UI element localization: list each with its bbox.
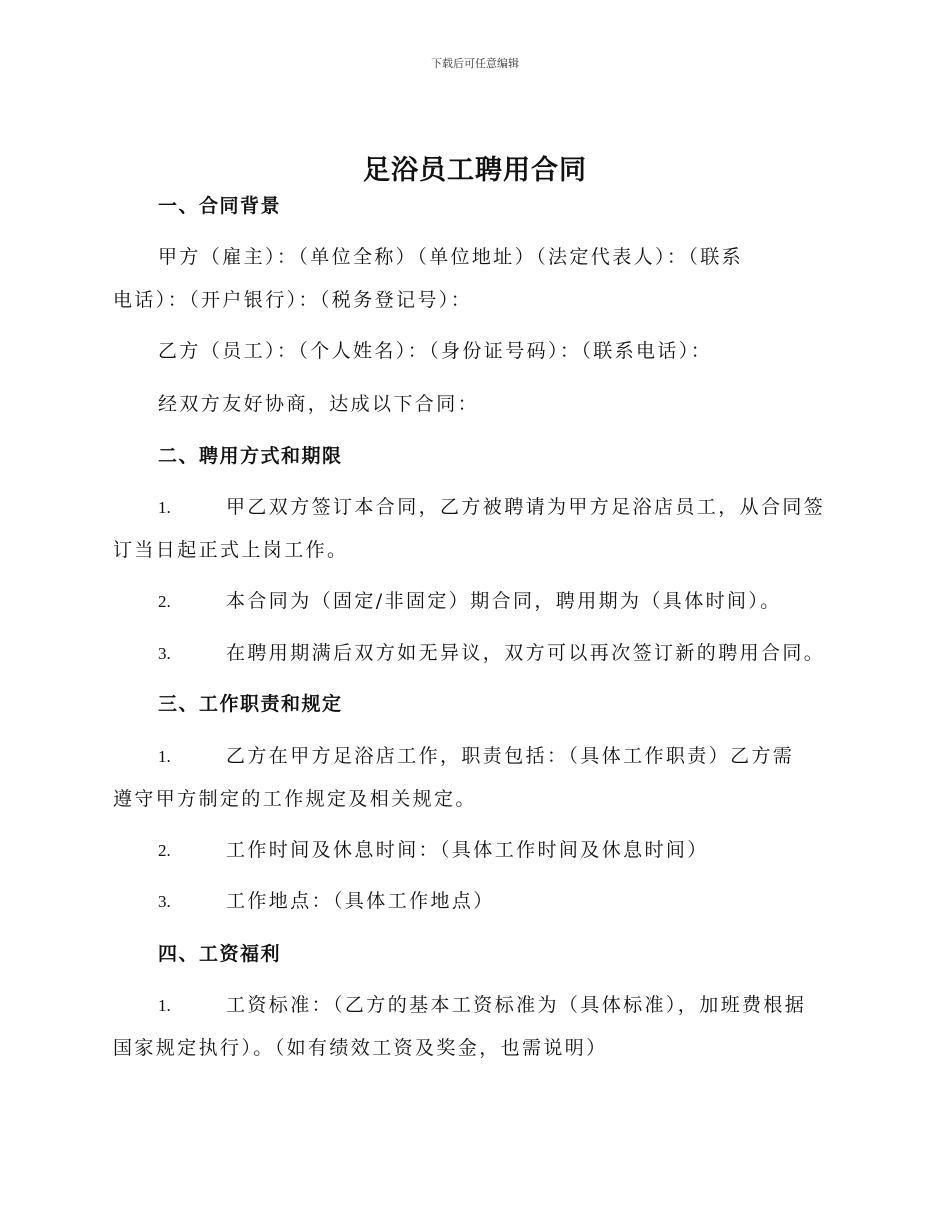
party-a-line-2: 电话）：（开户银行）：（税务登记号）：	[113, 289, 473, 311]
item-number: 1.	[158, 498, 171, 517]
item-number: 3.	[158, 892, 171, 911]
item-number: 1.	[158, 996, 171, 1015]
list-item-continuation: 遵守甲方制定的工作规定及相关规定。	[113, 788, 477, 810]
header-note: 下载后可任意编辑	[431, 57, 519, 70]
list-item-continuation: 订当日起正式上岗工作。	[113, 539, 349, 561]
document-title: 足浴员工聘用合同	[363, 155, 587, 186]
item-text: 工作地点：（具体工作地点）	[226, 890, 495, 912]
section-heading-duties: 三、工作职责和规定	[158, 693, 343, 715]
item-text: 乙方在甲方足浴店工作，职责包括：（具体工作职责）乙方需	[226, 745, 795, 767]
party-a-line-1: 甲方（雇主）：（单位全称）（单位地址）（法定代表人）：（联系	[158, 246, 744, 268]
item-text: 工作时间及休息时间：（具体工作时间及休息时间）	[226, 839, 709, 861]
list-item	[158, 743, 848, 770]
list-item	[158, 588, 848, 615]
item-text: 本合同为（固定/非固定）期合同，聘用期为（具体时间）。	[226, 590, 782, 612]
section-heading-background: 一、合同背景	[158, 195, 282, 217]
item-number: 3.	[158, 644, 171, 663]
item-text: 工资标准：（乙方的基本工资标准为（具体标准），加班费根据	[226, 994, 807, 1016]
item-text: 甲乙双方签订本合同，乙方被聘请为甲方足浴店员工，从合同签	[226, 496, 826, 518]
item-text: 在聘用期满后双方如无异议，双方可以再次签订新的聘用合同。	[226, 642, 826, 664]
list-item	[158, 888, 848, 915]
list-item	[158, 992, 848, 1019]
list-item	[158, 640, 848, 667]
item-number: 2.	[158, 592, 171, 611]
list-item	[158, 837, 848, 864]
list-item-continuation: 国家规定执行）。（如有绩效工资及奖金，也需说明）	[113, 1037, 608, 1059]
agreement-line: 经双方友好协商，达成以下合同：	[158, 393, 480, 415]
item-number: 2.	[158, 841, 171, 860]
section-heading-wages: 四、工资福利	[158, 943, 282, 965]
section-heading-employment: 二、聘用方式和期限	[158, 445, 343, 467]
party-b-line: 乙方（员工）：（个人姓名）：（身份证号码）：（联系电话）：	[158, 340, 713, 362]
item-number: 1.	[158, 747, 171, 766]
list-item	[158, 494, 848, 521]
